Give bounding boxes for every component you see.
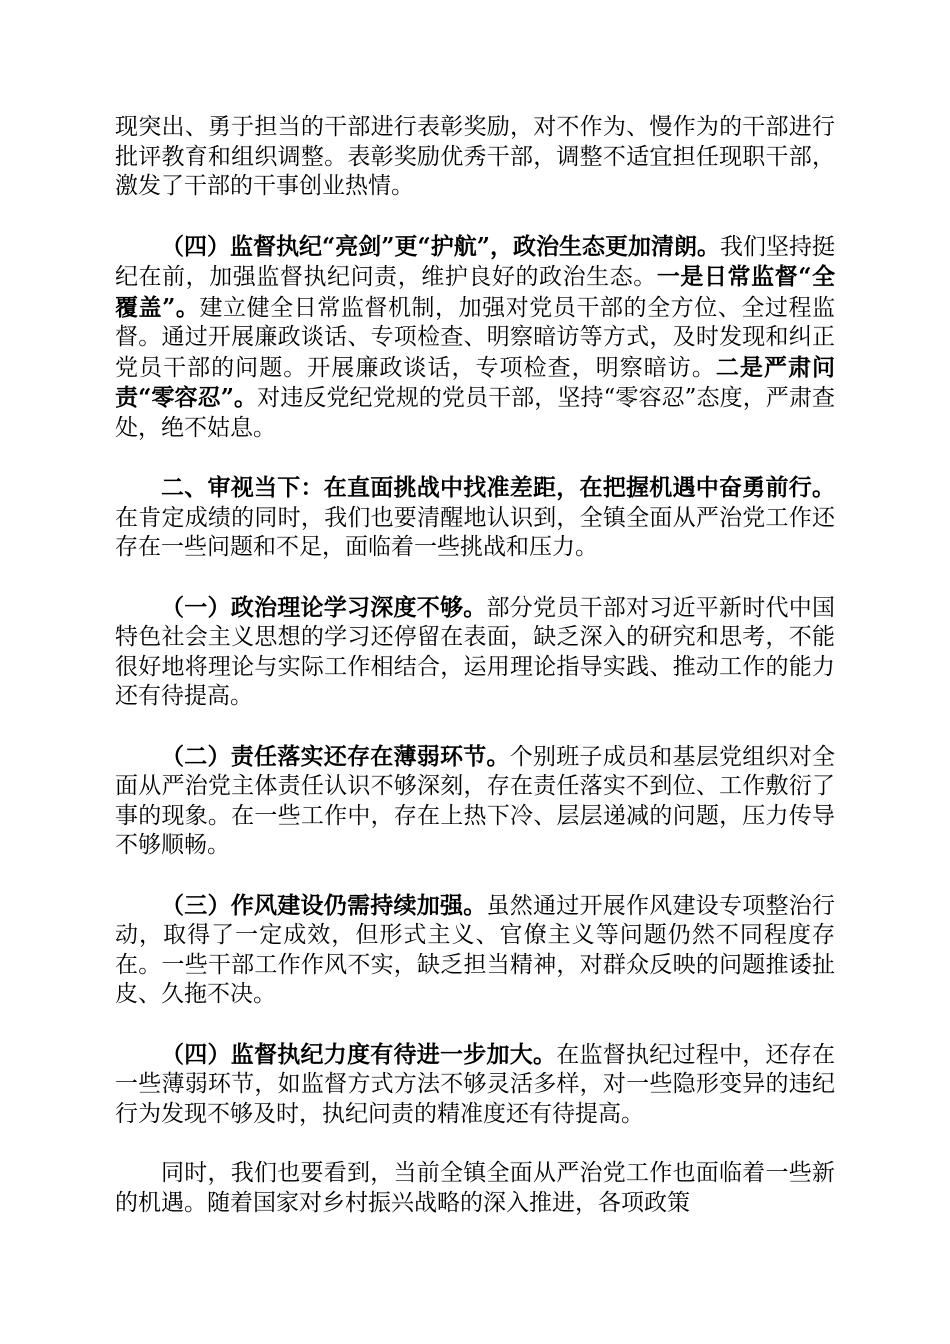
- problem-heading-3: （三）作风建设仍需持续加强。: [161, 891, 487, 919]
- part-two-heading: 二、审视当下：在直面挑战中找准差距，在把握机遇中奋勇前行。: [161, 474, 835, 501]
- problem-heading-2: （二）责任落实还存在薄弱环节。: [161, 742, 510, 770]
- subpoint-heading-1: 一是日常监督“全覆盖”。: [115, 263, 836, 321]
- paragraph-commendation-continued: [115, 113, 835, 202]
- paragraph-text: 我们坚持挺纪在前，加强监督执纪问责，维护良好的政治生态。: [115, 233, 836, 290]
- paragraph-problem-3: [115, 891, 835, 1010]
- paragraph-text: 个别班子成员和基层党组织对全面从严治党主体责任认识不够深刻，存在责任落实不到位、工作敷衍了事的现象。在一些工作中，存在上热下冷、层层递减的问题，压力传导不够顺畅。: [115, 743, 835, 858]
- paragraph-text: 对违反党纪党规的党员干部，坚持“零容忍”态度，严肃查处，绝不姑息。: [115, 385, 835, 441]
- paragraph-text: 同时，我们也要看到，当前全镇全面从严治党工作也面临着一些新的机遇。随着国家对乡村振兴战略的深入推进，各项政策: [115, 1160, 835, 1216]
- paragraph-opportunities: [115, 1159, 835, 1218]
- paragraph-problem-1: [115, 593, 835, 712]
- paragraph-text: 建立健全日常监督机制，加强对党员干部的全方位、全过程监督。通过开展廉政谈话、专项检查、明察暗访等方式，及时发现和纠正党员干部的问题。开展廉政谈话，专项检查，明察暗访。: [115, 294, 835, 381]
- paragraph-text: 部分党员干部对习近平新时代中国特色社会主义思想的学习还停留在表面，缺乏深入的研究和思考，不能很好地将理论与实际工作相结合，运用理论指导实践、推动工作的能力还有待提高。: [115, 594, 835, 709]
- paragraph-problem-2: [115, 742, 835, 861]
- paragraph-part-two-intro: [115, 473, 835, 563]
- subpoint-heading-2: 二是严肃问责“零容忍”。: [115, 353, 836, 411]
- paragraph-text: 在监督执纪过程中，还存在一些薄弱环节，如监督方式方法不够灵活多样，对一些隐形变异的违纪行为发现不够及时，执纪问责的精准度还有待提高。: [115, 1041, 835, 1127]
- problem-heading-1: （一）政治理论学习深度不够。: [161, 593, 487, 621]
- paragraph-text: 虽然通过开展作风建设专项整治行动，取得了一定成效，但形式主义、官僚主义等问题仍然不同程度存在。一些干部工作作风不实，缺乏担当精神，对群众反映的问题推诿扯皮、久拖不决。: [115, 892, 835, 1007]
- document-page: [115, 113, 835, 1248]
- paragraph-supervision-discipline: [115, 232, 835, 444]
- paragraph-text: 在肯定成绩的同时，我们也要清醒地认识到，全镇全面从严治党工作还存在一些问题和不足，面临着一些挑战和压力。: [115, 504, 835, 560]
- paragraph-text: 现突出、勇于担当的干部进行表彰奖励，对不作为、慢作为的干部进行批评教育和组织调整。表彰奖励优秀干部，调整不适宜担任现职干部，激发了干部的干事创业热情。: [115, 114, 835, 199]
- section-heading-4: （四）监督执纪“亮剑”更“护航”，政治生态更加清朗。: [161, 232, 720, 260]
- problem-heading-4: （四）监督执纪力度有待进一步加大。: [161, 1040, 557, 1068]
- paragraph-problem-4: [115, 1040, 835, 1130]
